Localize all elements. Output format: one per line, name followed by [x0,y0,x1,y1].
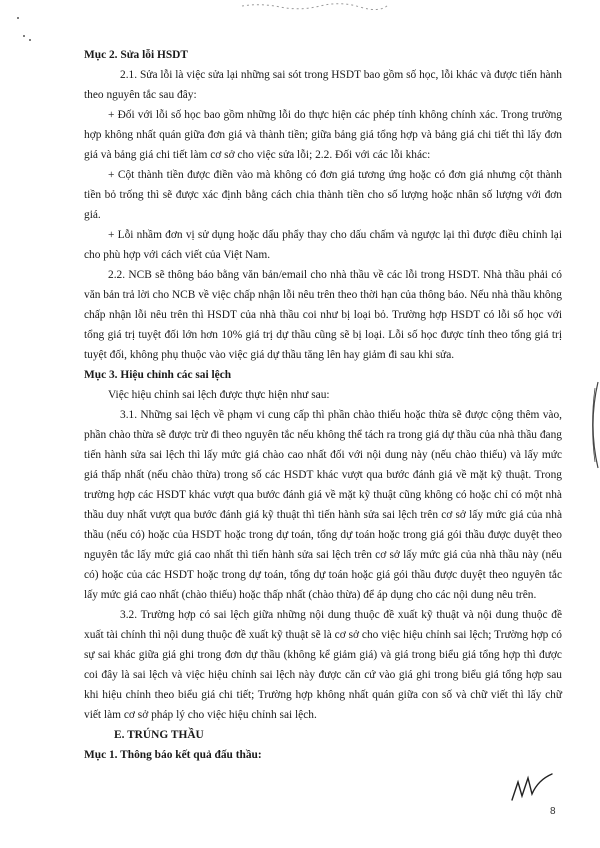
page-number: 8 [550,806,556,817]
section-2-paragraph-2: + Đối với lỗi số học bao gồm những lỗi do thực hiện các phép tính không chính xác. Trong trường hợp không nhất quán giữa đơn giá và thành tiền; giữa bảng giá tổng hợp và bảng giá chi tiết thì lấy đơn giá và bảng giá chi tiết làm cơ sở cho việc sửa lỗi; 2.2. Đối với các lỗi khác: [84,109,562,161]
section-3-heading: Mục 3. Hiệu chỉnh các sai lệch [84,369,232,381]
section-2-paragraph-1: 2.1. Sửa lỗi là việc sửa lại những sai sót trong HSDT bao gồm số học, lỗi khác và được tiến hành theo nguyên tắc sau đây: [84,69,562,101]
section-2-paragraph-3: + Cột thành tiền được điền vào mà không có đơn giá tương ứng hoặc có đơn giá nhưng cột thành tiền bỏ trống thì sẽ được xác định bằng cách chia thành tiền cho số lượng hoặc nhân số lượng với đơn giá. [84,169,562,221]
scan-artifact [240,2,390,10]
section-3-paragraph-1: 3.1. Những sai lệch về phạm vi cung cấp thì phần chào thiếu hoặc thừa sẽ được cộng thêm vào, phần chào thừa sẽ được trừ đi theo nguyên tắc nếu không thể tách ra trong giá dự thầu của nhà thầu đang tiến hành sửa sai lệch thì lấy mức giá chào cao nhất đối với nội dung này (nếu chào thiếu) và lấy mức giá thấp nhất (nếu chào thừa) trong số các HSDT khác vượt qua bước đánh giá về mặt kỹ thuật. Trong trường hợp các HSDT khác vượt qua bước đánh giá về mặt kỹ thuật cũng không có hoặc chỉ có một nhà thầu duy nhất vượt qua bước đánh giá kỹ thuật thì tiến hành sửa sai lệch trên cơ sở lấy mức giá của nhà thầu (nếu có) hoặc của HSDT hoặc trong dự toán, tổng dự toán hoặc trong giá gói thầu được duyệt theo nguyên tắc lấy mức giá cao nhất thì tiến hành sửa sai lệch trên cơ sở lấy mức giá của nhà thầu này (nếu có) hoặc của các HSDT hoặc trong dự toán, tổng dự toán hoặc giá gói thầu được duyệt theo nguyên tắc lấy mức giá cao nhất (chào thiếu) hoặc thấp nhất (chào thừa) để áp dụng cho các nội dung nêu trên. [84,409,562,601]
handwritten-initials [508,770,556,804]
section-e-subheading: Mục 1. Thông báo kết quả đấu thầu: [84,749,262,761]
section-2-paragraph-5: 2.2. NCB sẽ thông báo bằng văn bản/email cho nhà thầu về các lỗi trong HSDT. Nhà thầu phải có văn bản trả lời cho NCB về việc chấp nhận lỗi nêu trên theo thời hạn của thông báo. Nếu nhà thầu không chấp nhận lỗi nêu trên thì HSDT của nhà thầu coi như bị loại bỏ. Trường hợp HSDT có lỗi số học với tổng giá trị tuyệt đối lớn hơn 10% giá trị dự thầu cũng sẽ bị loại. Lỗi số học được tính theo tổng giá trị tuyệt đối, không phụ thuộc vào việc giá dự thầu tăng lên hay giảm đi sau khi sửa. [84,269,562,361]
section-2-paragraph-4: + Lỗi nhầm đơn vị sử dụng hoặc dấu phẩy thay cho dấu chấm và ngược lại thì được điều chỉnh lại cho phù hợp với cách viết của Việt Nam. [84,229,562,261]
section-3-paragraph-2: 3.2. Trường hợp có sai lệch giữa những nội dung thuộc đề xuất kỹ thuật và nội dung thuộc đề xuất tài chính thì nội dung thuộc đề xuất kỹ thuật sẽ là cơ sở cho việc hiệu chỉnh sai lệch; Trường hợp có sự sai khác giữa giá ghi trong đơn dự thầu (không kể giảm giá) và giá trong biểu giá tổng hợp thì được coi đây là sai lệch và việc hiệu chỉnh sai lệch này được căn cứ vào giá ghi trong biểu giá tổng hợp sau khi hiệu chỉnh theo biểu giá chi tiết; Trường hợp không nhất quán giữa con số và chữ viết thì lấy chữ viết làm cơ sở pháp lý cho việc hiệu chỉnh sai lệch. [84,609,562,721]
margin-bracket [586,380,600,470]
section-2-heading: Mục 2. Sửa lỗi HSDT [84,49,188,61]
document-body [84,45,562,765]
section-e-heading: E. TRÚNG THẦU [114,729,204,741]
section-3-intro: Việc hiệu chỉnh sai lệch được thực hiện như sau: [108,389,330,401]
margin-marks [14,14,44,44]
